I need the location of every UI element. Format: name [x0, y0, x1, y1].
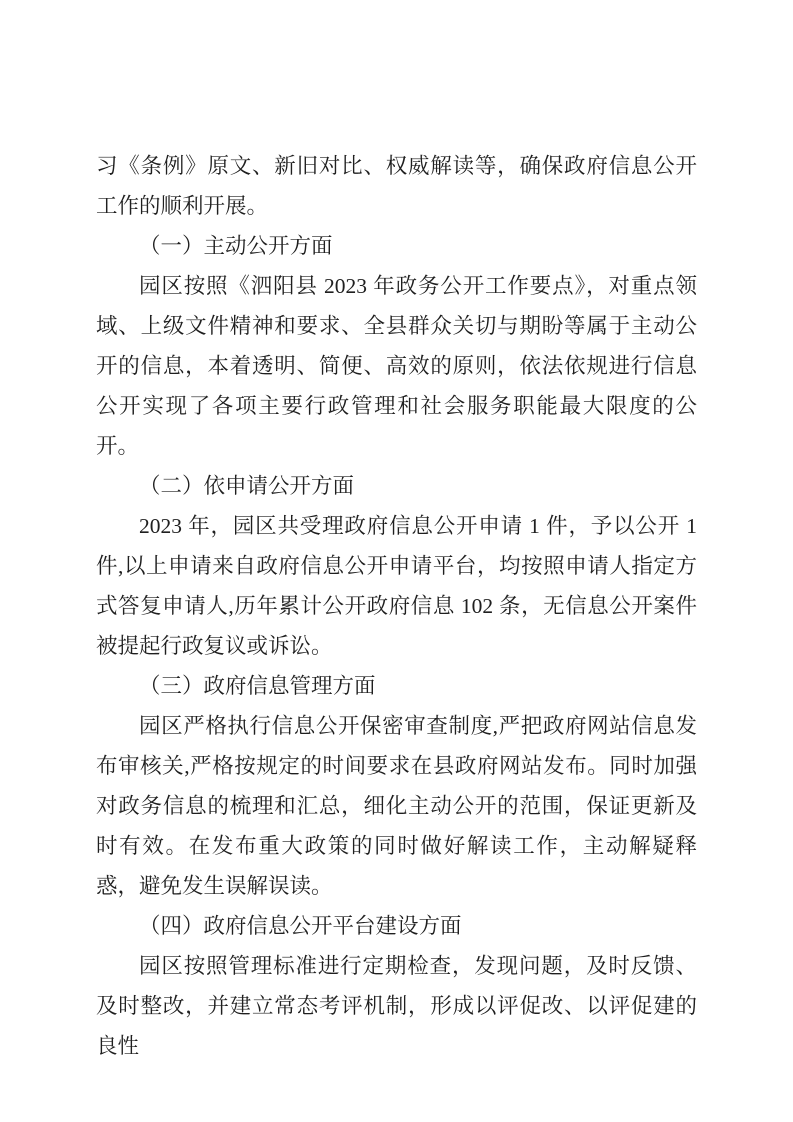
- paragraph-intro-continuation: 习《条例》原文、新旧对比、权威解读等，确保政府信息公开工作的顺利开展。: [96, 154, 697, 218]
- section-heading-1: （一）主动公开方面: [139, 234, 333, 258]
- section-2-body: 2023 年，园区共受理政府信息公开申请 1 件，予以公开 1 件,以上申请来自政府信息公开申请平台，均按照申请人指定方式答复申请人,历年累计公开政府信息 102 条，无信息公开案件被提起行政复议或诉讼。: [96, 514, 697, 658]
- section-3-body: 园区严格执行信息公开保密审查制度,严把政府网站信息发布审核关,严格按规定的时间要求在县政府网站发布。同时加强对政务信息的梳理和汇总，细化主动公开的范围，保证更新及时有效。在发布重大政策的同时做好解读工作，主动解疑释惑，避免发生误解误读。: [96, 714, 697, 898]
- section-heading-4: （四）政府信息公开平台建设方面: [139, 914, 462, 938]
- section-4-body: 园区按照管理标准进行定期检查，发现问题，及时反馈、及时整改，并建立常态考评机制，形成以评促改、以评促建的良性: [96, 954, 697, 1058]
- section-heading-2: （二）依申请公开方面: [139, 474, 355, 498]
- document-body: [96, 146, 697, 1066]
- section-1-body: 园区按照《泗阳县 2023 年政务公开工作要点》，对重点领域、上级文件精神和要求、全县群众关切与期盼等属于主动公开的信息，本着透明、简便、高效的原则，依法依规进行信息公开实现了各项主要行政管理和社会服务职能最大限度的公开。: [96, 274, 697, 458]
- section-heading-3: （三）政府信息管理方面: [139, 674, 376, 698]
